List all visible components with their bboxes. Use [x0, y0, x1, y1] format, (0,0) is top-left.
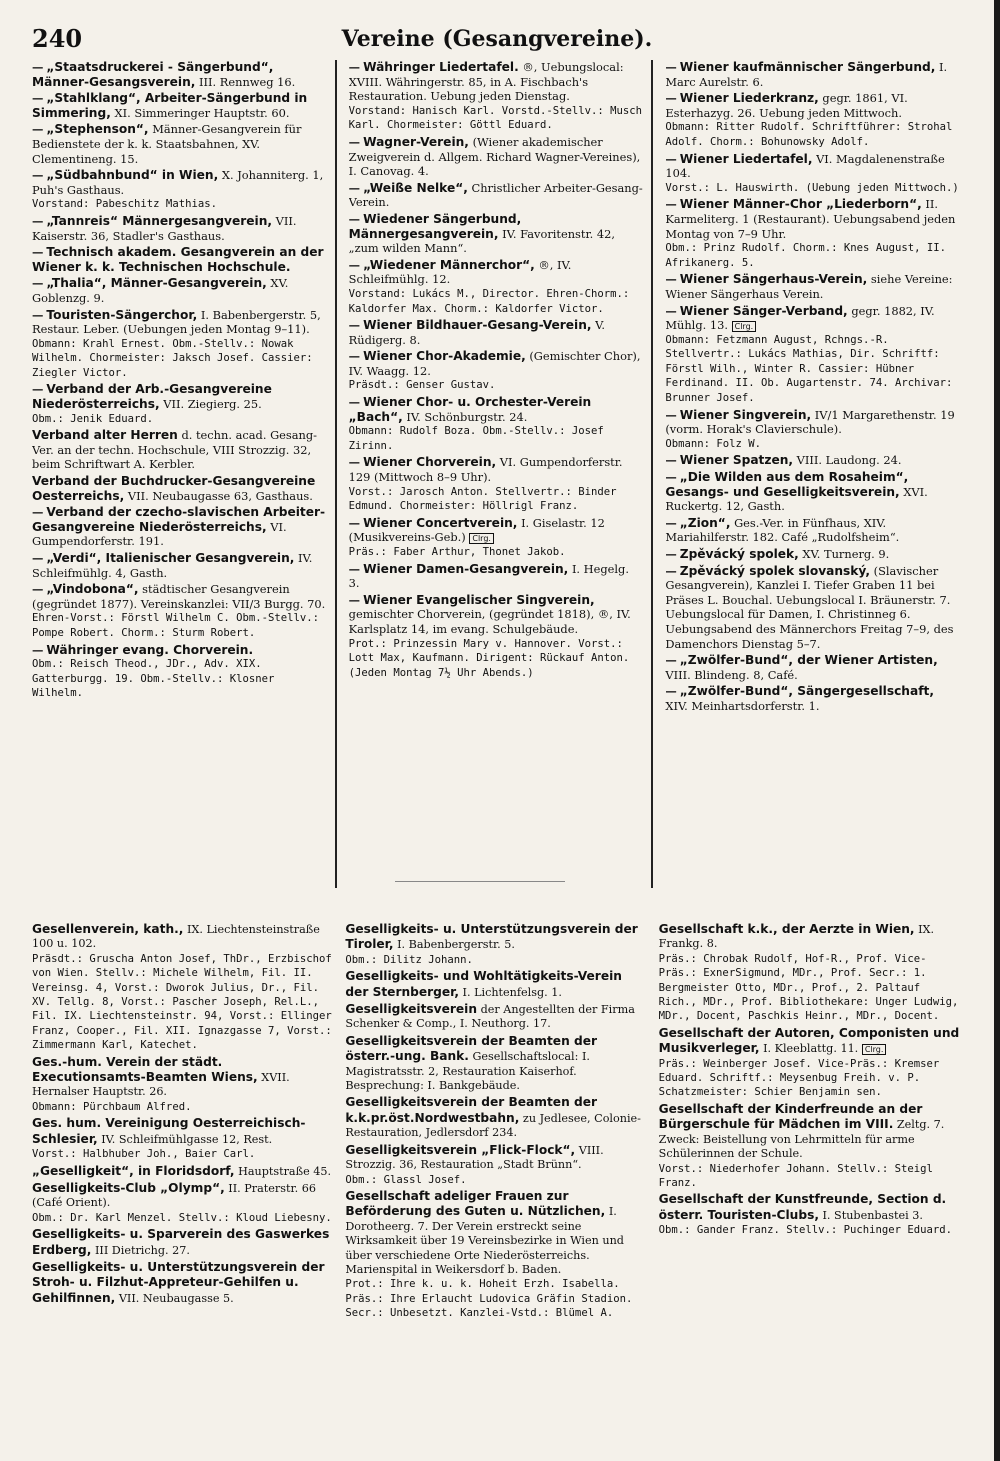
entry-address: VI. Gumpendorferstr. 191. — [32, 519, 287, 549]
entry-officers: Vorst.: Niederhofer Johann. Stellv.: Steigl Franz. — [658, 1162, 933, 1189]
entry-officers: Obmann: Pürchbaum Alfred. — [32, 1100, 192, 1113]
directory-entry — [665, 547, 960, 562]
clearing-badge: Clrg. — [469, 533, 494, 544]
directory-entry — [32, 1164, 333, 1179]
clearing-badge: Clrg. — [732, 321, 757, 332]
entry-dash: — — [32, 551, 44, 565]
entry-name: „Wiedener Männerchor“, — [363, 257, 535, 272]
entry-dash: — — [32, 307, 44, 322]
entry-address: gemischter Chorverein, (gegründet 1818), ®, IV. Karlsplatz 14, im evang. Schulgebäude. — [348, 607, 631, 636]
entry-dash: — — [348, 395, 361, 410]
entry-name: „Geselligkeit“, in Floridsdorf, — [32, 1163, 235, 1178]
entry-name: Zpěvácký spolek slovanský, — [679, 563, 871, 578]
entry-address: ®, Uebungslocal: XVIII. Währingerstr. 85, in A. Fischbach's Restauration. Uebung jeden Dienstag. — [348, 60, 624, 104]
directory-entry — [665, 653, 960, 682]
entry-name: „Vindobona“, — [46, 582, 139, 597]
entry-name: Wagner-Verein, — [363, 134, 469, 149]
directory-entry — [32, 214, 327, 243]
entry-name: Ges.-hum. Verein der städt. Executionsamts-Beamten Wiens, — [32, 1054, 258, 1085]
directory-entry — [345, 1143, 646, 1187]
entry-name: Geselligkeits- und Wohltätigkeits-Verein der Sternberger, — [345, 969, 622, 999]
directory-entry — [32, 122, 327, 166]
entry-address: d. techn. acad. Gesang-Ver. an der techn. Hochschule, VIII Strozzig. 32, beim Schriftwart A. Kerbler. — [32, 428, 318, 472]
entry-officers: Vorst.: L. Hauswirth. (Uebung jeden Mittwoch.) — [665, 181, 959, 194]
entry-address: I. Giselastr. 12 (Musikvereins-Geb.) — [348, 515, 605, 545]
directory-entry — [345, 1189, 646, 1321]
bottom-column-1 — [32, 922, 333, 1442]
entry-name: Gesellschaft der Autoren, Componisten und Musikverleger, — [658, 1025, 960, 1056]
entry-address: I. Lichtenfelsg. 1. — [462, 985, 562, 999]
section-divider — [395, 881, 565, 882]
entry-officers: Präsdt.: Gruscha Anton Josef, ThDr., Erzbischof von Wien. Stellv.: Michele Wilhelm, Fil. II. Vereinsg. 4, Vorst.: Dworok Julius, Dr., Fil. XV. Tellg. 8, Vorst.: Pascher Joseph, Rel.L., Fil. IX. Liechtensteinstr. 94, Vorst.: Ellinger Franz, Cooper., Fil. XII. Ignazgasse 7, Vorst.: Zimmermann Karl, Katechet. — [32, 952, 332, 1052]
entry-address: (Wiener akademischer Zweigverein d. Allgem. Richard Wagner-Vereines), I. Canovag. 4. — [348, 134, 641, 179]
entry-address: IV/1 Margarethenstr. 19 (vorm. Horak's Clavierschule). — [665, 407, 955, 437]
entry-dash: — — [32, 276, 44, 291]
entry-name: Gesellschaft der Kunstfreunde, Section d. österr. Touristen-Clubs, — [658, 1192, 947, 1222]
directory-entry — [32, 551, 327, 580]
entry-officers: Obmann: Ritter Rudolf. Schriftführer: Strohal Adolf. Chorm.: Bohunowsky Adolf. — [665, 121, 953, 148]
entry-name: Touristen-Sängerchor, — [46, 307, 198, 322]
entry-address: IX. Frankg. 8. — [658, 923, 935, 951]
entry-name: Wiener Chorverein, — [363, 455, 497, 470]
entry-address: I. Hegelg. 3. — [348, 561, 629, 591]
entry-name: Wiener Concertverein, — [363, 515, 518, 530]
clearing-badge: Clrg. — [862, 1044, 887, 1055]
directory-entry — [665, 60, 960, 89]
directory-entry — [32, 1055, 333, 1115]
entry-name: Verband der Arb.-Gesangvereine Niederösterreichs, — [32, 382, 272, 412]
entry-address: XI. Simmeringer Hauptstr. 60. — [114, 105, 290, 120]
directory-entry — [32, 428, 327, 472]
entry-name: Verband der czecho-slavischen Arbeiter-Gesangvereine Niederösterreichs, — [32, 505, 326, 534]
entry-address: VIII. Blindeng. 8, Café. — [665, 667, 798, 682]
entry-name: Wiener Singverein, — [679, 407, 812, 422]
directory-entry — [665, 470, 960, 514]
directory-entry — [32, 474, 327, 503]
entry-name: „Tannreis“ Männergesangverein, — [46, 213, 273, 228]
entry-name: Wiener Männer-Chor „Liederborn“, — [679, 197, 922, 212]
entry-name: Geselligkeitsverein „Flick-Flock“, — [345, 1142, 576, 1157]
directory-entry — [349, 562, 644, 591]
entry-address: IV. Favoritenstr. 42, „zum wilden Mann“. — [348, 226, 616, 256]
entry-officers: Vorstand: Lukács M., Director. Ehren-Chorm.: Kaldorfer Max. Chorm.: Kaldorfer Victor. — [348, 287, 630, 315]
entry-name: Geselligkeits-Club „Olymp“, — [32, 1180, 225, 1195]
entry-name: Gesellschaft k.k., der Aerzte in Wien, — [658, 922, 915, 936]
entry-address: VII. Kaiserstr. 36, Stadler's Gasthaus. — [32, 213, 297, 243]
entry-address: I. Marc Aurelstr. 6. — [665, 60, 948, 89]
directory-entry — [665, 91, 960, 149]
directory-entry — [32, 168, 327, 212]
entry-address: Hauptstraße 45. — [238, 1164, 332, 1178]
entry-officers: Obm.: Glassl Josef. — [345, 1173, 467, 1186]
directory-entry — [32, 308, 327, 381]
entry-name: „Verdi“, Italienischer Gesangverein, — [46, 551, 295, 565]
directory-entry — [665, 564, 960, 652]
entry-dash: — — [32, 60, 44, 74]
top-column-2 — [349, 60, 654, 888]
entry-address: Zeltg. 7. Zweck: Beistellung von Lehrmitteln für arme Schülerinnen der Schule. — [658, 1118, 945, 1161]
entry-name: Wiener Sänger-Verband, — [679, 303, 848, 318]
entry-name: Wiener Damen-Gesangverein, — [363, 561, 569, 576]
directory-entry — [349, 258, 644, 316]
entry-dash: — — [665, 60, 677, 74]
entry-dash: — — [32, 582, 44, 597]
entry-address: IV. Schleifmühlgasse 12, Rest. — [101, 1132, 273, 1146]
entry-dash: — — [348, 455, 361, 470]
directory-entry — [32, 382, 327, 426]
entry-name: „Zwölfer-Bund“, der Wiener Artisten, — [679, 653, 938, 668]
bottom-column-2 — [345, 922, 646, 1442]
directory-entry — [665, 272, 960, 301]
entry-address: gegr. 1882, IV. Mühlg. 13. — [665, 303, 935, 333]
entry-name: „Südbahnbund“ in Wien, — [46, 168, 219, 183]
entry-dash: — — [32, 642, 44, 657]
directory-entry — [349, 318, 644, 347]
directory-entry — [349, 516, 644, 560]
entry-dash: — — [665, 684, 677, 699]
entry-officers: Obmann: Rudolf Boza. Obm.-Stellv.: Josef Zirinn. — [348, 425, 604, 452]
entry-address: X. Johanniterg. 1, Puh's Gasthaus. — [32, 168, 324, 197]
entry-address: II. Praterstr. 66 (Café Orient). — [32, 1181, 316, 1210]
entry-name: „Die Wilden aus dem Rosaheim“, Gesangs- und Geselligkeitsverein, — [665, 470, 909, 499]
entry-address: VII. Neubaugasse 5. — [118, 1291, 234, 1305]
entry-address: VIII. Strozzig. 36, Restauration „Stadt Brünn“. — [345, 1143, 604, 1172]
entry-name: Gesellschaft der Kinderfreunde an der Bürgerschule für Mädchen im VIII. — [658, 1101, 923, 1132]
entry-name: Gesellenverein, kath., — [32, 922, 184, 936]
entry-address: III Dietrichg. 27. — [94, 1243, 190, 1257]
top-column-1 — [32, 60, 337, 888]
entry-name: „Zwölfer-Bund“, Sängergesellschaft, — [679, 684, 934, 699]
directory-entry — [349, 593, 644, 681]
entry-dash: — — [665, 563, 677, 578]
entry-name: Währinger evang. Chorverein. — [46, 642, 254, 657]
entry-name: Geselligkeits- u. Unterstützungsverein der Tiroler, — [345, 922, 638, 952]
entry-dash: — — [32, 91, 44, 106]
entry-officers: Prot.: Prinzessin Mary v. Hannover. Vorst.: Lott Max, Kaufmann. Dirigent: Rückauf Anton. (Jeden Montag 7½ Uhr Abends.) — [348, 637, 630, 679]
entry-name: Zpěvácký spolek, — [679, 547, 799, 561]
entry-address: (Gemischter Chor), IV. Waagg. 12. — [348, 349, 641, 378]
entry-name: Wiener Evangelischer Singverein, — [363, 592, 595, 607]
entry-address: XVI. Ruckertg. 12, Gasth. — [665, 484, 928, 514]
directory-entry — [32, 922, 333, 1053]
directory-entry — [345, 969, 646, 1000]
entry-officers: Obm.: Reisch Theod., JDr., Adv. XIX. Gatterburgg. 19. Obm.-Stellv.: Klosner Wilhelm. — [32, 658, 275, 700]
entry-dash: — — [665, 91, 677, 106]
entry-officers: Obmann: Folz W. — [665, 437, 762, 450]
directory-entry — [349, 181, 644, 210]
entry-name: „Stahlklang“, Arbeiter-Sängerbund in Simmering, — [32, 91, 308, 120]
entry-dash: — — [665, 470, 677, 485]
directory-entry — [665, 453, 960, 468]
entry-dash: — — [348, 211, 361, 226]
entry-address: III. Rennweg 16. — [199, 74, 296, 89]
entry-officers: Obm.: Jenik Eduard. — [32, 412, 154, 425]
directory-entry — [665, 516, 960, 545]
directory-entry — [32, 60, 327, 89]
entry-name: Geselligkeits- u. Unterstützungsverein der Stroh- u. Filzhut-Appreteur-Gehilfen u. Gehilfinnen, — [32, 1259, 325, 1305]
entry-dash: — — [665, 407, 677, 422]
entry-name: Verband alter Herren — [32, 428, 178, 443]
directory-entry — [32, 582, 327, 640]
entry-name: Geselligkeitsverein — [345, 1002, 478, 1017]
entry-dash: — — [32, 245, 44, 260]
directory-entry — [32, 505, 327, 549]
entry-dash: — — [348, 515, 361, 530]
page-number: 240 — [32, 24, 83, 53]
entry-address: siehe Vereine: Wiener Sängerhaus Verein. — [665, 272, 953, 301]
directory-entry — [665, 197, 960, 270]
entry-name: Wiener Bildhauer-Gesang-Verein, — [363, 318, 592, 333]
entry-address: I. Kleeblattg. 11. — [763, 1042, 859, 1056]
directory-entry — [345, 922, 646, 967]
entry-officers: Obmann: Fetzmann August, Rchngs.-R. Stellvertr.: Lukács Mathias, Dir. Schriftf: Förstl Wilh., Winter R. Cassier: Hübner Ferdinand. II. Ob. Augartenstr. 74. Archivar: Brunner Josef. — [665, 333, 953, 405]
entry-name: „Thalia“, Männer-Gesangverein, — [46, 276, 267, 291]
entry-address: XVII. Hernalser Hauptstr. 26. — [32, 1071, 290, 1099]
entry-name: Verband der Buchdrucker-Gesangvereine Oesterreichs, — [32, 474, 316, 503]
entry-dash: — — [665, 547, 677, 561]
entry-dash: — — [665, 515, 677, 530]
bottom-section — [32, 922, 960, 1442]
entry-address: IX. Liechtensteinstraße 100 u. 102. — [32, 923, 320, 951]
entry-name: Wiener Liedertafel, — [679, 151, 813, 166]
directory-entry — [32, 643, 327, 701]
entry-officers: Obm.: Dr. Karl Menzel. Stellv.: Kloud Liebesny. — [32, 1211, 332, 1224]
entry-officers: Präs.: Weinberger Josef. Vice-Präs.: Kremser Eduard. Schriftf.: Meysenbug Freih. v. P. Schatzmeister: Schier Benjamin sen. — [658, 1057, 940, 1099]
entry-address: ®, IV. Schleifmühlg. 12. — [348, 257, 572, 287]
entry-address: VII. Neubaugasse 63, Gasthaus. — [127, 488, 313, 503]
directory-entry — [32, 1116, 333, 1161]
entry-officers: Prot.: Ihre k. u. k. Hoheit Erzh. Isabella. Präs.: Ihre Erlaucht Ludovica Gräfin Stadion. Secr.: Unbesetzt. Kanzlei-Vstd.: Blümel A. — [345, 1278, 633, 1320]
entry-dash: — — [348, 134, 361, 149]
entry-dash: — — [32, 382, 44, 397]
running-head: Vereine (Gesangvereine). — [341, 26, 653, 52]
entry-dash: — — [32, 505, 44, 520]
entry-name: „Staatsdruckerei - Sängerbund“, Männer-Gesangsverein, — [32, 60, 274, 89]
entry-name: Wiedener Sängerbund, Männergesangverein, — [348, 211, 522, 241]
entry-name: Wiener Spatzen, — [679, 453, 794, 468]
entry-address: V. Rüdigerg. 8. — [348, 318, 606, 347]
directory-entry — [349, 212, 644, 256]
entry-address: Christlicher Arbeiter-Gesang-Verein. — [348, 180, 643, 210]
entry-officers: Präs.: Faber Arthur, Thonet Jakob. — [348, 546, 566, 558]
entry-name: „Stephenson“, — [46, 122, 149, 137]
entry-dash: — — [348, 60, 361, 74]
directory-entry — [659, 922, 960, 1024]
directory-entry — [665, 684, 960, 713]
directory-entry — [32, 1181, 333, 1225]
entry-dash: — — [348, 349, 361, 364]
entry-name: Geselligkeits- u. Sparverein des Gaswerkes Erdberg, — [32, 1227, 330, 1257]
entry-name: Wiener Sängerhaus-Verein, — [679, 272, 868, 287]
directory-entry — [345, 1034, 646, 1094]
directory-entry — [349, 60, 644, 133]
entry-address: zu Jedlesee, Colonie-Restauration, Jedlersdorf 234. — [345, 1111, 641, 1140]
entry-name: Wiener Chor-Akademie, — [363, 349, 526, 364]
entry-officers: Vorstand: Hanisch Karl. Vorstd.-Stellv.: Musch Karl. Chormeister: Göttl Eduard. — [348, 104, 643, 132]
directory-entry — [349, 455, 644, 513]
entry-name: Geselligkeitsverein der Beamten der k.k.pr.öst.Nordwestbahn, — [345, 1095, 597, 1125]
entry-officers: Obmann: Krahl Ernest. Obm.-Stellv.: Nowak Wilhelm. Chormeister: Jaksch Josef. Cassier: Ziegler Victor. — [32, 337, 313, 379]
directory-entry — [345, 1002, 646, 1032]
entry-address: Ges.-Ver. in Fünfhaus, XIV. Mariahilferstr. 182. Café „Rudolfsheim“. — [665, 515, 900, 545]
entry-officers: Obm.: Gander Franz. Stellv.: Puchinger Eduard. — [658, 1224, 953, 1237]
entry-address: VI. Gumpendorferstr. 129 (Mittwoch 8–9 Uhr). — [348, 455, 623, 485]
entry-name: Gesellschaft adeliger Frauen zur Beförderung des Guten u. Nützlichen, — [345, 1188, 606, 1219]
entry-dash: — — [665, 303, 677, 318]
directory-entry — [665, 152, 960, 196]
entry-dash: — — [32, 122, 44, 137]
entry-name: „Weiße Nelke“, — [363, 180, 468, 195]
directory-entry — [32, 1227, 333, 1258]
entry-dash: — — [348, 180, 361, 195]
entry-dash: — — [665, 151, 677, 166]
directory-entry — [32, 276, 327, 305]
entry-address: XV. Turnerg. 9. — [802, 547, 890, 561]
entry-name: Geselligkeitsverein der Beamten der österr.-ung. Bank. — [345, 1033, 597, 1064]
top-column-3 — [665, 60, 960, 888]
entry-address: I. Babenbergerstr. 5. — [397, 938, 515, 952]
entry-officers: Obm.: Dilitz Johann. — [345, 953, 473, 966]
entry-name: Wiener Chor- u. Orchester-Verein „Bach“, — [348, 395, 592, 424]
directory-entry — [665, 408, 960, 452]
entry-dash: — — [348, 592, 361, 607]
entry-address: der Angestellten der Firma Schenker & Comp., I. Neuthorg. 17. — [345, 1003, 635, 1031]
page-header — [32, 22, 962, 56]
entry-address: VII. Ziegierg. 25. — [163, 397, 262, 412]
entry-address: (Slavischer Gesangverein), Kanzlei I. Tiefer Graben 11 bei Präses L. Bouchal. Uebungslocal I. Bräunerstr. 7. Uebungslocal für Damen, I. Christinneg 6. Uebungsabend des Männerchors Freitag 7–9, des Damenchors Dienstag 5–7. — [665, 563, 954, 651]
entry-address: II. Karmeliterg. 1 (Restaurant). Uebungsabend jeden Montag von 7–9 Uhr. — [665, 197, 956, 241]
directory-entry — [349, 349, 644, 393]
entry-address: VI. Magdalenenstraße 104. — [665, 151, 945, 181]
entry-dash: — — [665, 272, 677, 287]
directory-entry — [665, 304, 960, 406]
directory-entry — [349, 395, 644, 453]
directory-entry — [32, 91, 327, 120]
entry-address: gegr. 1861, VI. Esterhazyg. 26. Uebung jeden Mittwoch. — [665, 91, 908, 120]
directory-entry — [345, 1095, 646, 1140]
entry-address: IV. Schleifmühlg. 4, Gasth. — [32, 551, 313, 580]
entry-address: Gesellschaftslocal: I. Magistratsstr. 2, Restauration Kaiserhof. Besprechung: I. Bankgebäude. — [345, 1050, 590, 1093]
directory-entry — [659, 1102, 960, 1190]
entry-address: I. Stubenbastei 3. — [822, 1208, 923, 1222]
entry-address: städtischer Gesangverein (gegründet 1877). Vereinskanzlei: VII/3 Burgg. 70. — [32, 582, 326, 611]
entry-name: Wiener Liederkranz, — [679, 91, 819, 106]
entry-dash: — — [348, 257, 361, 272]
directory-entry — [349, 135, 644, 179]
entry-dash: — — [32, 168, 44, 183]
directory-entry — [659, 1192, 960, 1237]
entry-address: I. Babenbergerstr. 5, Restaur. Leber. (Uebungen jeden Montag 9–11). — [32, 307, 321, 337]
entry-name: Technisch akadem. Gesangverein an der Wiener k. k. Technischen Hochschule. — [32, 245, 324, 274]
directory-entry — [32, 245, 327, 274]
entry-dash: — — [665, 653, 677, 668]
entry-address: VIII. Laudong. 24. — [796, 453, 902, 468]
entry-dash: — — [348, 318, 361, 333]
entry-officers: Vorstand: Pabeschitz Mathias. — [32, 198, 217, 211]
entry-dash: — — [665, 453, 677, 468]
entry-officers: Ehren-Vorst.: Förstl Wilhelm C. Obm.-Stellv.: Pompe Robert. Chorm.: Sturm Robert. — [32, 612, 320, 639]
entry-dash: — — [665, 197, 677, 212]
entry-address: IV. Schönburgstr. 24. — [406, 409, 528, 424]
entry-address: Männer-Gesangverein für Bedienstete der k. k. Staatsbahnen, XV. Clementineng. 15. — [32, 122, 302, 166]
directory-entry — [32, 1260, 333, 1306]
entry-address: XIV. Meinhartsdorferstr. 1. — [665, 698, 820, 713]
entry-officers: Präs.: Chrobak Rudolf, Hof-R., Prof. Vice-Präs.: ExnerSigmund, MDr., Prof. Secr.: 1. Bergmeister Otto, MDr., Prof., 2. Paltauf Rich., MDr., Prof. Bibliothekare: Unger Ludwig, MDr., Docent, Paschkis Heinr., MDr., Docent. — [658, 952, 959, 1023]
top-section — [32, 60, 960, 888]
entry-dash: — — [32, 213, 44, 228]
directory-entry — [659, 1026, 960, 1100]
entry-dash: — — [348, 561, 361, 576]
bottom-column-3 — [659, 922, 960, 1442]
entry-name: Wiener kaufmännischer Sängerbund, — [679, 60, 936, 74]
entry-address: XV. Goblenzg. 9. — [32, 276, 289, 305]
entry-officers: Präsdt.: Genser Gustav. — [348, 379, 496, 392]
entry-address: I. Dorotheerg. 7. Der Verein erstreckt seine Wirksamkeit über 19 Vereinsbezirke in Wien und über verschiedene Orte Niederösterreichs. Marienspital in Weikersdorf b. Baden. — [345, 1205, 624, 1276]
entry-name: „Zion“, — [679, 515, 731, 530]
entry-officers: Obm.: Prinz Rudolf. Chorm.: Knes August, II. Afrikanerg. 5. — [665, 242, 946, 269]
entry-name: Währinger Liedertafel. — [363, 60, 519, 74]
entry-name: Ges. hum. Vereinigung Oesterreichisch-Schlesier, — [32, 1116, 306, 1146]
entry-officers: Vorst.: Halbhuber Joh., Baier Carl. — [32, 1148, 256, 1161]
entry-officers: Vorst.: Jarosch Anton. Stellvertr.: Binder Edmund. Chormeister: Höllrigl Franz. — [348, 485, 617, 513]
